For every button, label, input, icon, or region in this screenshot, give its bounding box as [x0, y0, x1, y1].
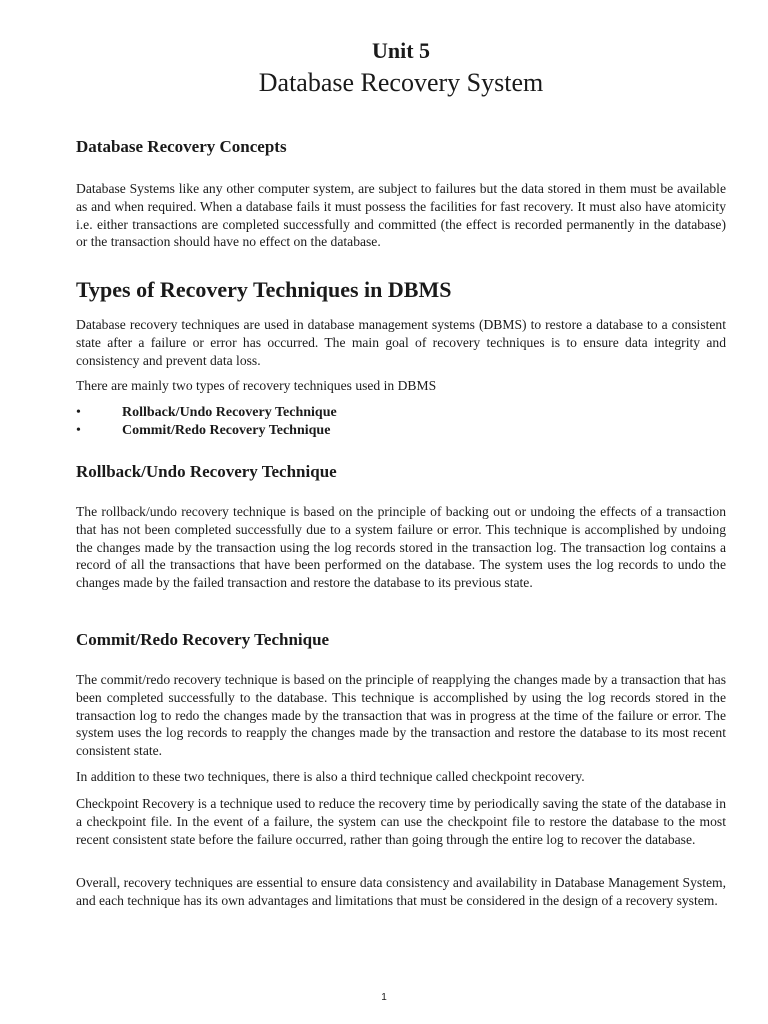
bullet-item-rollback — [76, 404, 726, 422]
bullet-icon: • — [76, 405, 81, 420]
paragraph-types-count: There are mainly two types of recovery techniques used in DBMS — [76, 378, 437, 393]
heading-recovery-concepts: Database Recovery Concepts — [76, 137, 287, 156]
paragraph-recovery-concepts: Database Systems like any other computer system, are subject to failures but the data stored in them must be available as and when required. When a database fails it must possess the facilities for fast recovery. It must also have atomicity i.e. either transactions are completed successfully and committed (the effect is recorded permanently in the database) or the transaction should have no effect on the database. — [76, 181, 726, 250]
bullet-label-rollback: Rollback/Undo Recovery Technique — [122, 405, 337, 420]
paragraph-commit-technique: The commit/redo recovery technique is based on the principle of reapplying the changes made by a transaction that has been completed successfully to the database. This technique is accomplished by using the log records stored in the transaction log to redo the changes made by the transaction that was in progress at the time of the failure or error. The system uses the log records to reapply the changes made by the transaction and restore the database to its most recent consistent state. — [76, 672, 726, 759]
heading-types-of-recovery: Types of Recovery Techniques in DBMS — [76, 277, 452, 302]
paragraph-overall-summary: Overall, recovery techniques are essential to ensure data consistency and availability in Database Management System, and each technique has its own advantages and limitations that must be considered in the design of a recovery system. — [76, 875, 726, 908]
document-title: Database Recovery System — [258, 68, 544, 97]
heading-rollback-technique: Rollback/Undo Recovery Technique — [76, 462, 337, 481]
paragraph-types-intro: Database recovery techniques are used in database management systems (DBMS) to restore a database to a consistent state after a failure or error has occurred. The main goal of recovery techniques is to ensure data integrity and consistency and prevent data loss. — [76, 317, 726, 368]
paragraph-rollback-technique: The rollback/undo recovery technique is based on the principle of backing out or undoing the effects of a transaction that has not been completed successfully due to a system failure or error. This technique is accomplished by undoing the changes made by the transaction using the log records stored in the transaction log. The transaction log contains a record of all the transactions that have been performed on the database. The system uses the log records to undo the changes made by the failed transaction and restore the database to its previous state. — [76, 504, 726, 591]
page-number: 1 — [381, 992, 387, 1003]
heading-commit-technique: Commit/Redo Recovery Technique — [76, 630, 330, 649]
unit-title: Unit 5 — [371, 38, 431, 63]
bullet-icon: • — [76, 423, 81, 438]
paragraph-checkpoint-recovery: Checkpoint Recovery is a technique used to reduce the recovery time by periodically saving the state of the database in a checkpoint file. In the event of a failure, the system can use the checkpoint file to restore the database to the most recent consistent state before the failure occurred, rather than going through the entire log to recover the database. — [76, 796, 726, 847]
paragraph-third-technique: In addition to these two techniques, there is also a third technique called checkpoint recovery. — [76, 769, 585, 784]
bullet-item-commit — [76, 422, 726, 440]
bullet-label-commit: Commit/Redo Recovery Technique — [122, 423, 331, 438]
technique-bullet-list — [76, 404, 726, 440]
